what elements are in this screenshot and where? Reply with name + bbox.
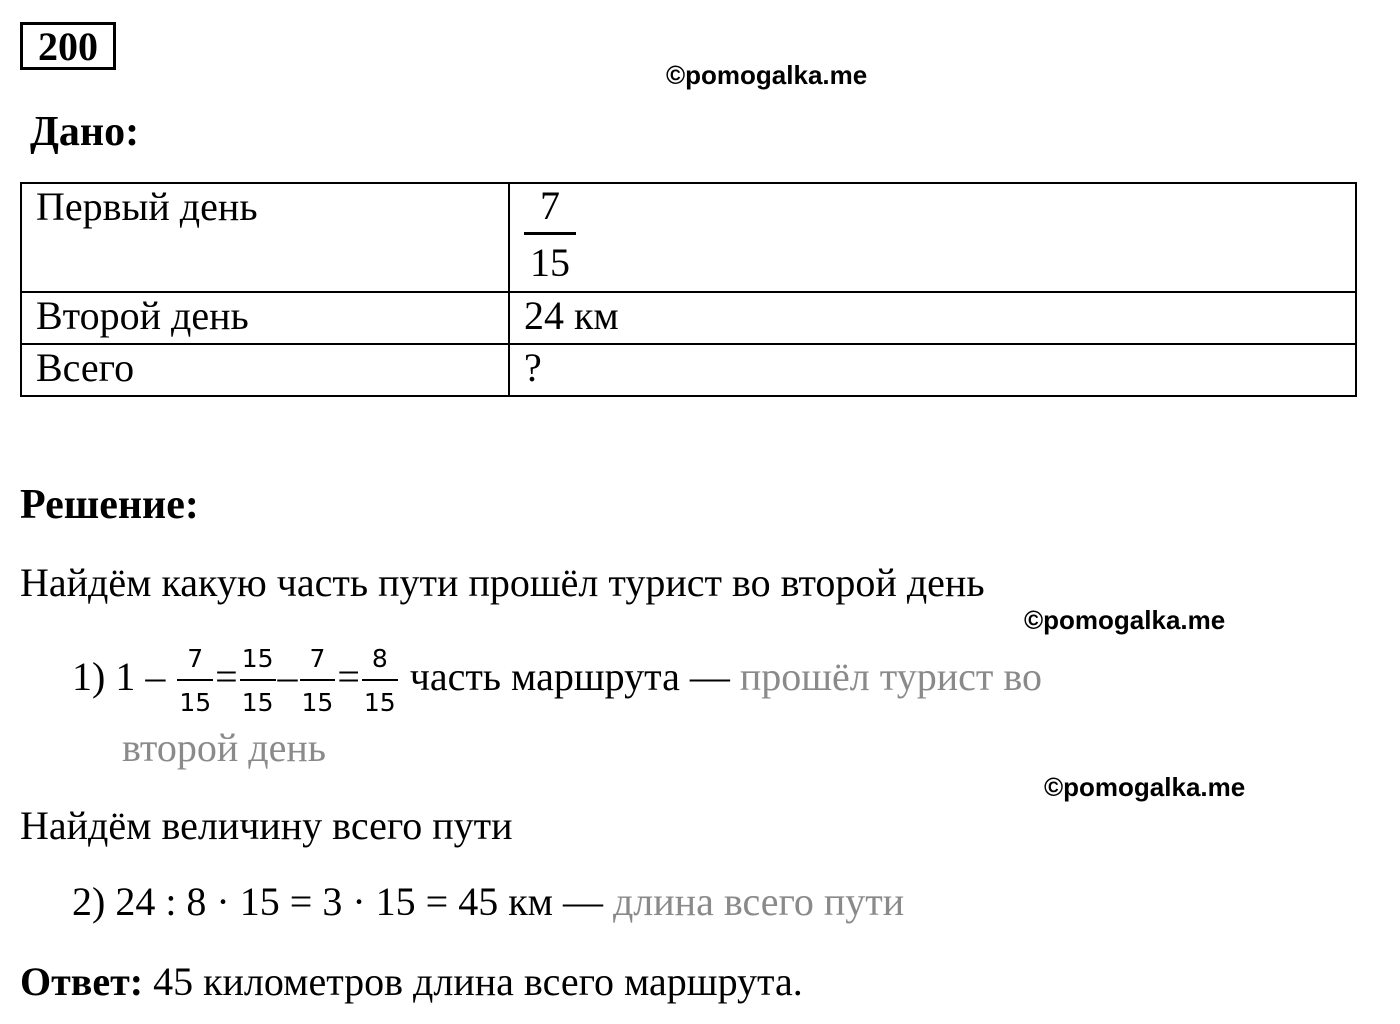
solution-heading: Решение: (20, 482, 199, 528)
fraction-numerator: 15 (241, 643, 274, 673)
fraction-numerator: 7 (187, 643, 204, 673)
fraction-denominator: 15 (300, 679, 336, 717)
watermark-middle: ©pomogalka.me (1024, 605, 1226, 635)
fraction-denominator: 15 (240, 679, 276, 717)
fraction-8-15 (362, 645, 398, 717)
given-table (20, 182, 1357, 397)
step-1-gray-continuation: второй день (122, 725, 327, 770)
table-row (21, 344, 1356, 396)
step-2-text: 2) 24 : 8 · 15 = 3 · 15 = 45 км — (72, 879, 603, 924)
solution-step-2 (72, 878, 904, 926)
solution-intro-1: Найдём какую часть пути прошёл турист во второй день (20, 560, 985, 605)
row-label-total: Всего (21, 344, 509, 396)
step-1-text: часть маршрута — (409, 654, 730, 699)
problem-number: 200 (20, 22, 116, 70)
fraction-denominator: 15 (530, 240, 570, 281)
row-label-first-day: Первый день (21, 183, 509, 292)
row-label-second-day: Второй день (21, 292, 509, 344)
row-value-total: ? (509, 344, 1356, 396)
step-1-gray-text: прошёл турист во (739, 654, 1042, 699)
fraction-numerator: 8 (371, 643, 388, 673)
step-2-gray-text: длина всего пути (612, 879, 905, 924)
equals-sign: = (337, 654, 360, 699)
equals-sign: = (215, 654, 238, 699)
fraction-denominator: 15 (362, 679, 398, 717)
table-row (21, 183, 1356, 292)
watermark-top: ©pomogalka.me (666, 60, 868, 90)
fraction-numerator: 7 (309, 643, 326, 673)
answer-label: Ответ: (20, 959, 144, 1004)
step-1-prefix: 1) 1 – (72, 654, 166, 699)
fraction-denominator: 15 (177, 679, 213, 717)
given-heading: Дано: (30, 109, 140, 155)
row-value-second-day: 24 км (509, 292, 1356, 344)
fraction-7-15 (177, 645, 213, 717)
fraction-15-15 (240, 645, 276, 717)
solution-intro-2: Найдём величину всего пути (20, 803, 513, 848)
solution-step-1 (72, 641, 1042, 717)
minus-sign: – (277, 654, 298, 699)
fraction-first-day (524, 183, 576, 281)
row-value-first-day (509, 183, 1356, 292)
watermark-bottom: ©pomogalka.me (1044, 772, 1246, 802)
fraction-7-15 (300, 645, 336, 717)
table-row (21, 292, 1356, 344)
fraction-numerator: 7 (540, 183, 560, 228)
answer-text: 45 километров длина всего маршрута. (153, 959, 803, 1004)
answer-line (20, 958, 803, 1006)
